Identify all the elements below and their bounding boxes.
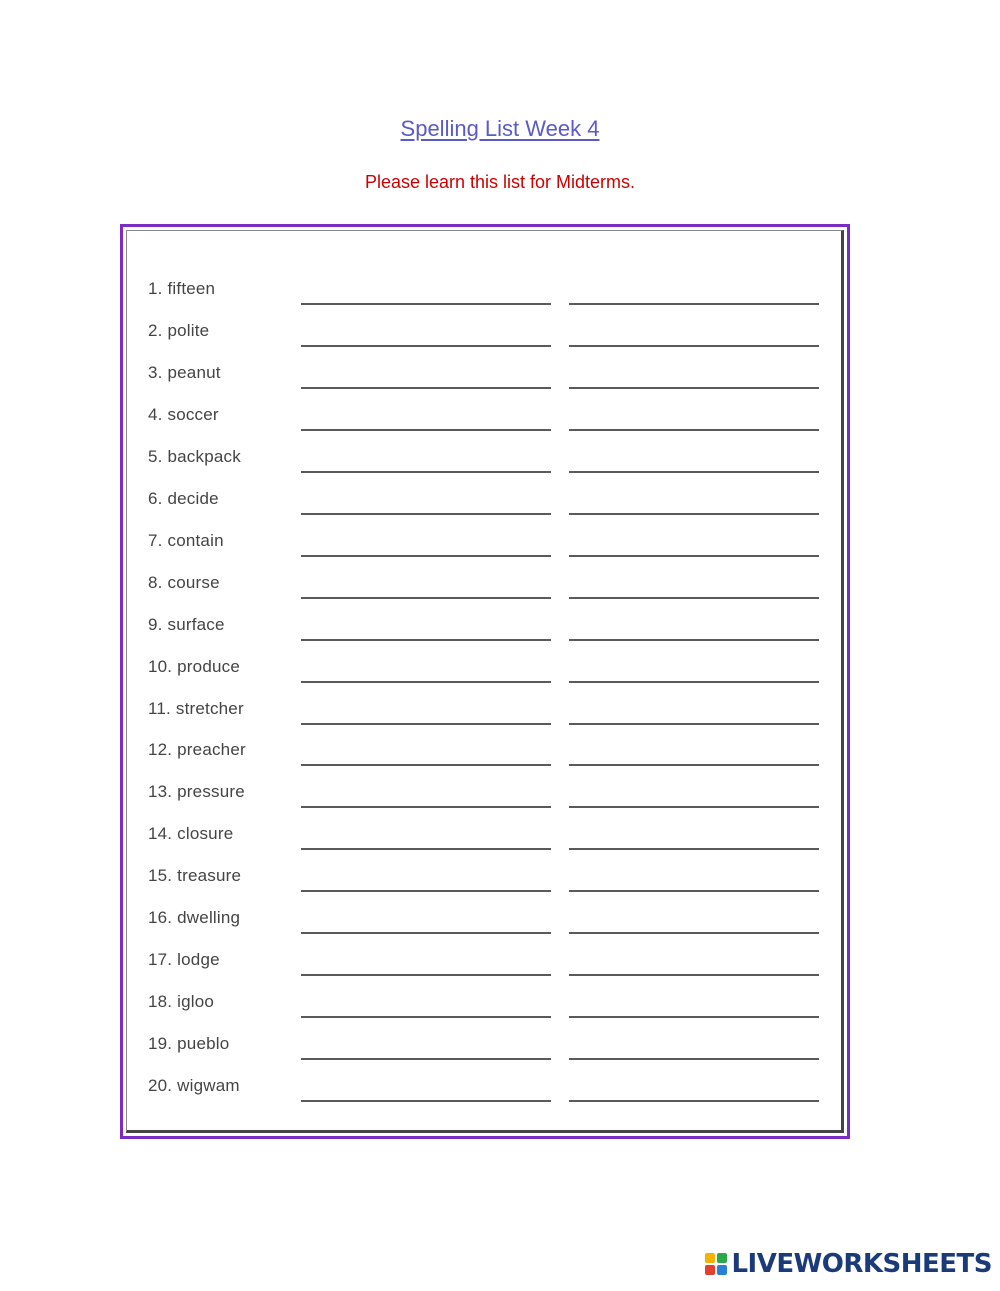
spelling-word: 20. wigwam xyxy=(148,1076,240,1096)
answer-line-1[interactable] xyxy=(301,681,551,683)
answer-line-2[interactable] xyxy=(569,303,819,305)
answer-line-1[interactable] xyxy=(301,387,551,389)
word-row xyxy=(123,992,847,1034)
spelling-word: 16. dwelling xyxy=(148,908,241,928)
spelling-word: 2. polite xyxy=(148,320,210,340)
answer-line-1[interactable] xyxy=(301,555,551,557)
spelling-word: 9. surface xyxy=(148,614,225,634)
answer-line-1[interactable] xyxy=(301,513,551,515)
answer-line-2[interactable] xyxy=(569,345,819,347)
answer-line-1[interactable] xyxy=(301,1100,551,1102)
answer-line-2[interactable] xyxy=(569,806,819,808)
answer-line-1[interactable] xyxy=(301,764,551,766)
spelling-word: 15. treasure xyxy=(148,866,242,886)
spelling-word: 13. pressure xyxy=(148,782,245,802)
word-row xyxy=(123,866,847,908)
answer-line-1[interactable] xyxy=(301,723,551,725)
answer-line-2[interactable] xyxy=(569,1016,819,1018)
word-row xyxy=(123,363,847,405)
answer-line-2[interactable] xyxy=(569,639,819,641)
word-row xyxy=(123,321,847,363)
spelling-word: 11. stretcher xyxy=(148,698,244,718)
word-row xyxy=(123,405,847,447)
spelling-word: 6. decide xyxy=(148,488,219,508)
word-row xyxy=(123,908,847,950)
word-row xyxy=(123,699,847,741)
answer-line-2[interactable] xyxy=(569,932,819,934)
answer-line-1[interactable] xyxy=(301,429,551,431)
answer-line-1[interactable] xyxy=(301,303,551,305)
answer-line-1[interactable] xyxy=(301,345,551,347)
answer-line-1[interactable] xyxy=(301,639,551,641)
answer-line-2[interactable] xyxy=(569,1058,819,1060)
answer-line-2[interactable] xyxy=(569,723,819,725)
answer-line-1[interactable] xyxy=(301,597,551,599)
answer-line-2[interactable] xyxy=(569,764,819,766)
spelling-word: 4. soccer xyxy=(148,404,219,424)
answer-line-1[interactable] xyxy=(301,890,551,892)
answer-line-1[interactable] xyxy=(301,974,551,976)
answer-line-2[interactable] xyxy=(569,471,819,473)
spelling-word: 10. produce xyxy=(148,656,240,676)
answer-line-1[interactable] xyxy=(301,1016,551,1018)
word-row xyxy=(123,531,847,573)
spelling-word: 17. lodge xyxy=(148,950,220,970)
answer-line-2[interactable] xyxy=(569,555,819,557)
word-row xyxy=(123,950,847,992)
word-row xyxy=(123,573,847,615)
answer-line-2[interactable] xyxy=(569,429,819,431)
worksheet-frame xyxy=(120,224,850,1139)
answer-line-2[interactable] xyxy=(569,890,819,892)
spelling-word: 19. pueblo xyxy=(148,1034,230,1054)
word-row xyxy=(123,657,847,699)
answer-line-1[interactable] xyxy=(301,1058,551,1060)
answer-line-1[interactable] xyxy=(301,932,551,934)
word-row xyxy=(123,489,847,531)
answer-line-2[interactable] xyxy=(569,681,819,683)
answer-line-2[interactable] xyxy=(569,387,819,389)
word-row xyxy=(123,782,847,824)
answer-line-2[interactable] xyxy=(569,974,819,976)
answer-line-2[interactable] xyxy=(569,597,819,599)
word-row xyxy=(123,824,847,866)
answer-line-2[interactable] xyxy=(569,513,819,515)
logo-text: LIVEWORKSHEETS xyxy=(731,1249,992,1279)
answer-line-1[interactable] xyxy=(301,471,551,473)
spelling-word: 14. closure xyxy=(148,824,234,844)
answer-line-1[interactable] xyxy=(301,848,551,850)
word-row xyxy=(123,740,847,782)
instructions-text: Please learn this list for Midterms. xyxy=(364,172,636,192)
word-row xyxy=(123,615,847,657)
liveworksheets-blocks-icon xyxy=(705,1253,727,1275)
answer-line-2[interactable] xyxy=(569,1100,819,1102)
word-row xyxy=(123,1076,847,1118)
answer-line-2[interactable] xyxy=(569,848,819,850)
word-row xyxy=(123,1034,847,1076)
word-row xyxy=(123,447,847,489)
answer-line-1[interactable] xyxy=(301,806,551,808)
page-title: Spelling List Week 4 xyxy=(400,116,600,141)
liveworksheets-logo xyxy=(705,1249,992,1279)
spelling-word: 7. contain xyxy=(148,530,224,550)
spelling-word: 12. preacher xyxy=(148,740,246,760)
spelling-word: 1. fifteen xyxy=(148,279,216,298)
spelling-word: 3. peanut xyxy=(148,362,221,382)
word-row xyxy=(123,279,847,321)
spelling-word: 18. igloo xyxy=(148,992,215,1012)
spelling-word: 8. course xyxy=(148,572,220,592)
spelling-word: 5. backpack xyxy=(148,446,241,466)
